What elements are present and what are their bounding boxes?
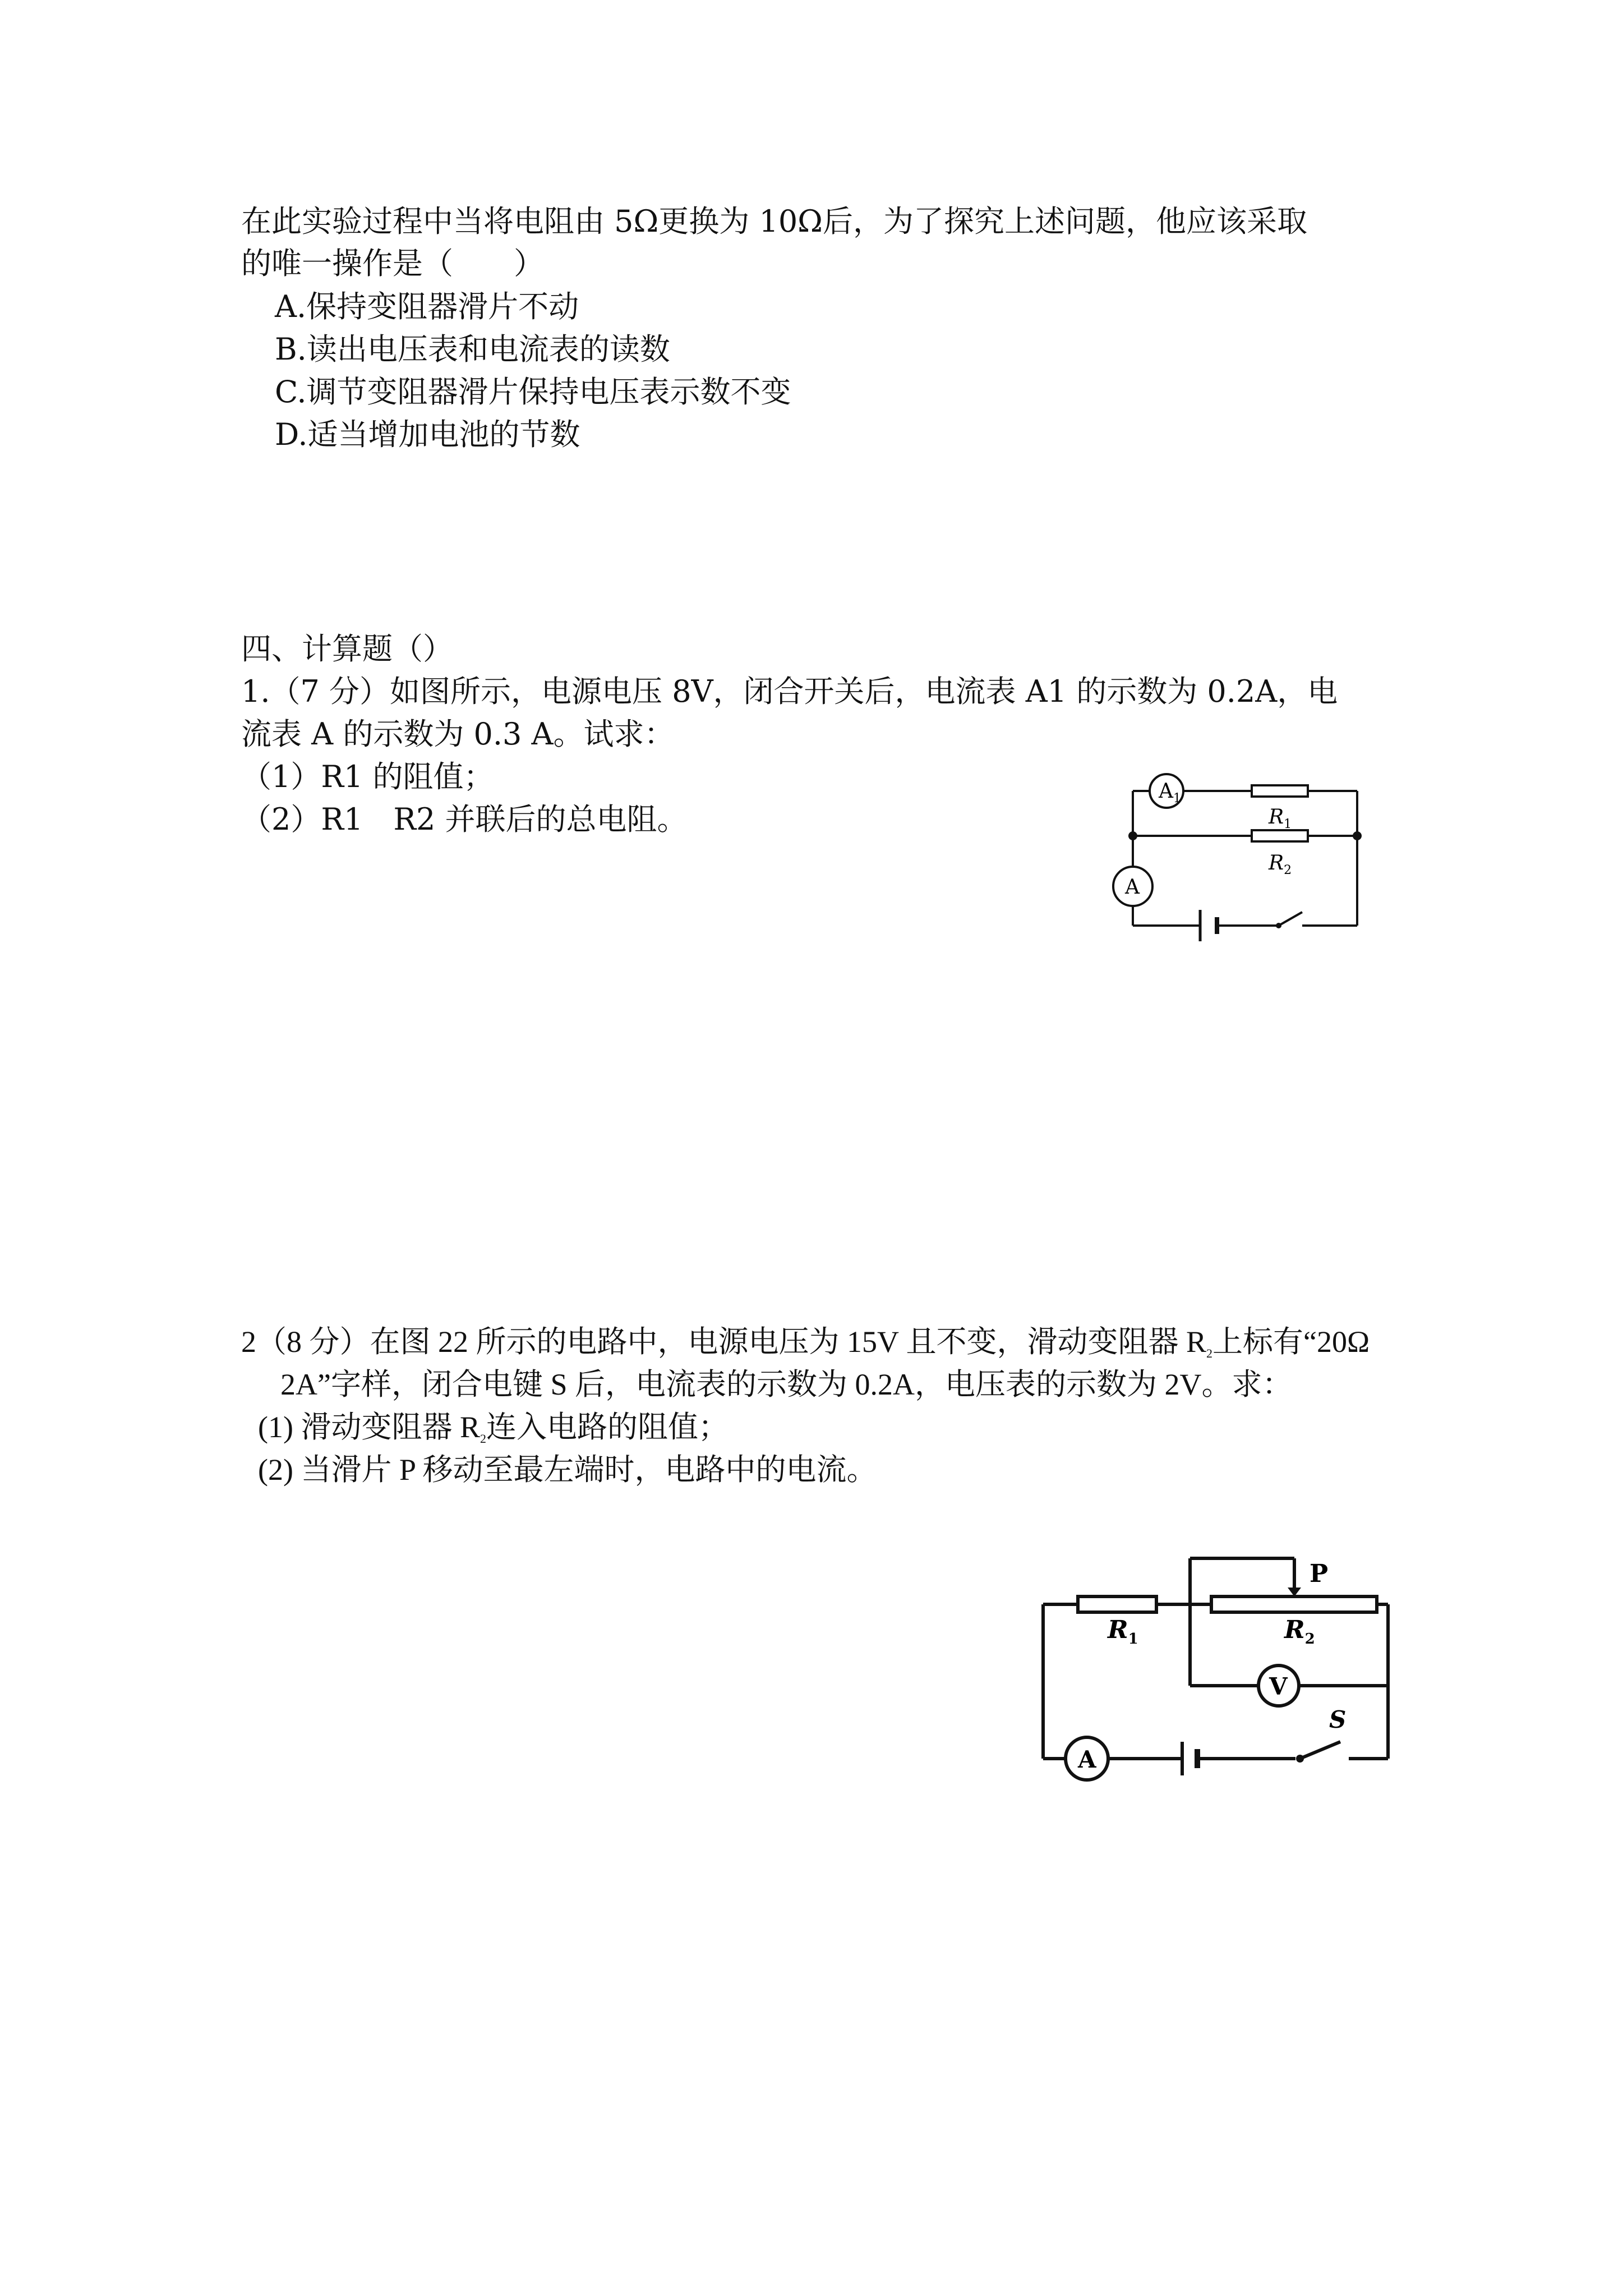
label-r2: $R_2$ [1269, 852, 1292, 877]
question-stem-line-1: 在此实验过程中当将电阻由 5Ω更换为 10Ω后，为了探究上述问题，他应该采取 [241, 204, 1307, 239]
problem2-question-1-subscript: 2 [479, 1432, 486, 1446]
problem2-line-1-part-a: 2（8 分）在图 22 所示的电路中，电源电压为 15V 且不变，滑动变阻器 R [241, 1325, 1207, 1359]
resistor-r1-icon [1078, 1596, 1156, 1612]
option-d: D.适当增加电池的节数 [275, 417, 580, 452]
problem2-circuit-diagram [1026, 1548, 1408, 1795]
question-stem-line-2: 的唯一操作是（ ） [241, 246, 544, 281]
section-heading: 四、计算题（） [241, 631, 453, 666]
option-b: B.读出电压表和电流表的读数 [275, 332, 670, 367]
option-c: C.调节变阻器滑片保持电压表示数不变 [275, 374, 791, 409]
label-switch-s: S [1329, 1706, 1347, 1733]
label-r1: $R_1$ [1108, 1616, 1138, 1648]
problem1-circuit-diagram [1099, 763, 1368, 954]
problem2-question-1-part-a: (1) 滑动变阻器 R [258, 1410, 480, 1444]
label-ammeter-a: A [1078, 1746, 1096, 1773]
problem1-question-2: （2）R1 R2 并联后的总电阻。 [241, 802, 688, 837]
problem1-question-1: （1）R1 的阻值； [241, 759, 494, 794]
battery-icon [1182, 1742, 1197, 1775]
label-voltmeter-v: V [1269, 1673, 1288, 1700]
label-ammeter-a: A [1125, 876, 1140, 899]
battery-icon [1200, 910, 1217, 941]
problem2-question-1 [258, 1412, 728, 1445]
problem2-question-2: (2) 当滑片 P 移动至最左端时，电路中的电流。 [258, 1453, 877, 1487]
problem2-line-2: 2A”字样，闭合电键 S 后，电流表的示数为 0.2A，电压表的示数为 2V。求： [280, 1368, 1293, 1401]
problem2-question-1-part-b: 连入电路的阻值； [486, 1410, 728, 1444]
label-r1: $R_1$ [1269, 806, 1292, 831]
problem2-line-1 [241, 1327, 1370, 1360]
switch-icon [1296, 1742, 1340, 1763]
problem1-line-2: 流表 A 的示数为 0.3 A。试求： [241, 716, 675, 752]
label-ammeter-a1: $A_1$ [1159, 780, 1181, 806]
junction-dot-right [1353, 831, 1362, 840]
problem1-line-1: 1.（7 分）如图所示，电源电压 8V，闭合开关后，电流表 A1 的示数为 0.2A，电 [241, 674, 1338, 709]
label-r2: $R_2$ [1284, 1616, 1315, 1648]
problem2-line-1-part-b: 上标有“20Ω [1212, 1325, 1370, 1359]
resistor-r2-icon [1252, 830, 1308, 841]
rheostat-r2-icon [1211, 1596, 1377, 1612]
junction-dot-left [1128, 831, 1137, 840]
resistor-r1-icon [1252, 785, 1308, 797]
label-slider-p: P [1310, 1559, 1329, 1588]
problem2-line-1-subscript: 2 [1206, 1346, 1213, 1360]
option-a: A.保持变阻器滑片不动 [275, 289, 579, 324]
switch-icon [1276, 912, 1302, 928]
